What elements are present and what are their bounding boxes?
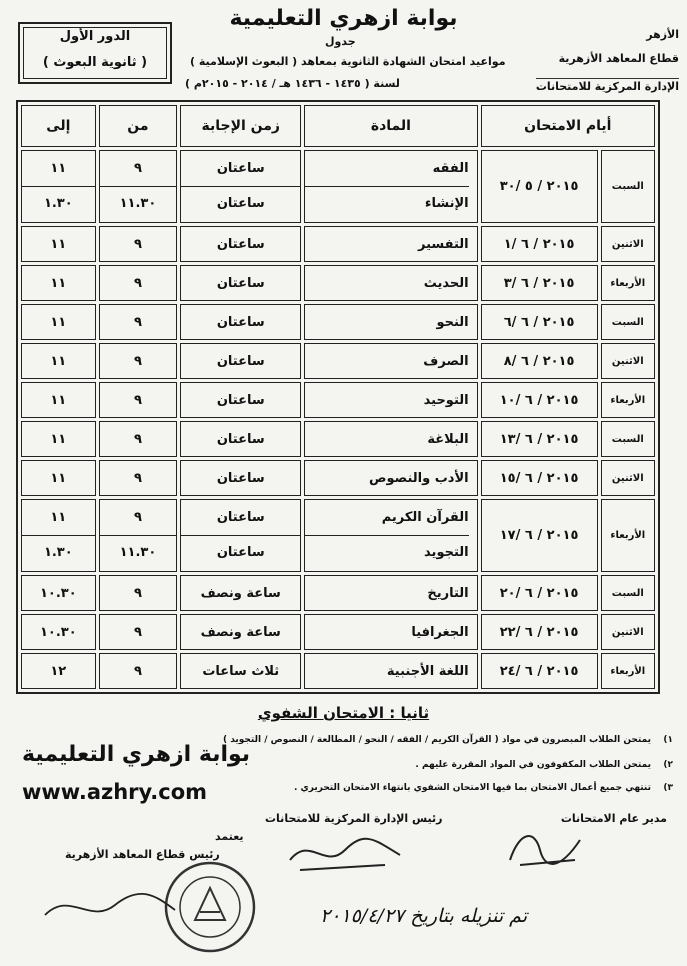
exam-duration-value: ساعتان: [216, 196, 265, 211]
schedule-row: [21, 343, 655, 379]
table-word: جدول: [325, 35, 356, 48]
round-label: الدور الأول: [59, 29, 131, 44]
org-line-azhar: الأزهر: [646, 28, 679, 41]
exam-date-value: ٢٠١٥ / ٦ /١٥: [499, 470, 579, 486]
schedule-row: [21, 460, 655, 496]
schedule-row: [21, 382, 655, 418]
header-exam-days: أيام الامتحان: [481, 105, 655, 147]
exam-subject-value: البلاغة: [427, 431, 469, 447]
exam-date-value: ٢٠١٥ / ٦ /٨: [503, 353, 575, 369]
exam-duration-value: ساعتان: [216, 353, 265, 369]
exam-from: [99, 304, 178, 340]
exam-from: [99, 499, 178, 572]
exam-from-value: ٩: [133, 314, 142, 330]
exam-subject-value: الإنشاء: [424, 196, 469, 211]
exam-from-value: ٩: [133, 431, 142, 447]
exam-from: [99, 265, 178, 301]
exam-subject: [304, 304, 477, 340]
exam-duration-value: ساعتان: [216, 236, 265, 252]
exam-day: [601, 460, 655, 496]
exam-duration-value: ساعتان: [216, 314, 265, 330]
exam-to-value: ١١: [50, 431, 67, 447]
exam-duration: [180, 382, 301, 418]
exam-duration: [180, 653, 301, 689]
exam-from: [99, 382, 178, 418]
exam-duration-value: ساعتان: [216, 545, 265, 560]
exam-from-value: ١١.٣٠: [119, 545, 157, 560]
handwritten-download-date: تم تنزيله بتاريخ ٢٠١٥/٤/٢٧: [320, 905, 528, 927]
exam-to-value: ١٢: [50, 663, 67, 679]
exam-day-value: الأربعاء: [610, 394, 646, 406]
exam-duration-value: ساعتان: [216, 275, 265, 291]
exam-from-value: ٩: [133, 353, 142, 369]
exam-from: [99, 460, 178, 496]
exam-subject-value: التاريخ: [427, 585, 469, 601]
exam-day-value: الأربعاء: [610, 665, 646, 677]
exam-day-value: الاثنين: [611, 626, 644, 638]
exam-to: [21, 304, 96, 340]
exam-from: [99, 343, 178, 379]
director-general-label: مدير عام الامتحانات: [560, 812, 667, 825]
exam-day: [601, 343, 655, 379]
exam-duration: [180, 421, 301, 457]
exam-to-value: ١١: [50, 275, 67, 291]
exam-from: [99, 614, 178, 650]
exam-day: [601, 226, 655, 262]
oral-note-number: ٣): [663, 783, 673, 793]
watermark-url: www.azhry.com: [22, 780, 208, 804]
exam-from: [99, 150, 178, 223]
exam-duration: [180, 343, 301, 379]
schedule-row: [21, 150, 655, 223]
exam-date-value: ٢٠١٥ / ٥ /٣٠: [499, 179, 579, 194]
schedule-row: [21, 575, 655, 611]
exam-to-value: ١١: [50, 392, 67, 408]
exam-to: [21, 575, 96, 611]
exam-to: [21, 653, 96, 689]
exam-date: [481, 575, 598, 611]
exam-from-value: ٩: [133, 624, 142, 640]
exam-to-value: ١١: [22, 152, 95, 187]
exam-to-value: ١.٣٠: [43, 196, 73, 211]
exam-subject: [304, 421, 477, 457]
exam-date: [481, 421, 598, 457]
exam-subject: [304, 343, 477, 379]
site-title: بوابة ازهري التعليمية: [229, 6, 458, 31]
exam-subject-value: الصرف: [423, 353, 469, 369]
oral-note-text: يمتحن الطلاب المكفوفون في المواد المقررة عليهم .: [415, 760, 651, 770]
exam-from-value: ١١.٣٠: [119, 196, 157, 211]
exam-from-value: ٩: [100, 501, 177, 536]
exam-from-value: ٩: [133, 663, 142, 679]
exam-duration: [180, 460, 301, 496]
exam-duration: [180, 499, 301, 572]
oral-note-text: تنتهي جميع أعمال الامتحان بما فيها الامتحان الشفوي بانتهاء الامتحان التحريري .: [293, 783, 651, 793]
exam-day-value: الأربعاء: [610, 530, 646, 541]
exam-subject-value: التوحيد: [423, 392, 469, 408]
exam-subject: [304, 382, 477, 418]
exam-date: [481, 226, 598, 262]
exam-date-value: ٢٠١٥ / ٦ /٢٤: [499, 663, 579, 679]
schedule-row: [21, 226, 655, 262]
exam-day-value: الاثنين: [611, 355, 644, 367]
exam-to: [21, 343, 96, 379]
exam-date-value: ٢٠١٥ / ٦ /٣: [503, 275, 575, 291]
exam-to-value: ١١: [50, 314, 67, 330]
sector-head-label: رئيس قطاع المعاهد الأزهرية: [65, 848, 220, 861]
schedule-row: [21, 421, 655, 457]
exam-duration-value: ساعتان: [216, 431, 265, 447]
oral-note-number: ٢): [663, 760, 673, 770]
exam-date: [481, 614, 598, 650]
exam-day-value: الاثنين: [611, 238, 644, 250]
exam-schedule-table: [16, 100, 660, 694]
schedule-row: [21, 304, 655, 340]
director-signature: [500, 820, 590, 880]
exam-subject: [304, 499, 477, 572]
exam-duration-value: ساعة ونصف: [200, 585, 281, 601]
exam-subject: [304, 265, 477, 301]
exam-to: [21, 226, 96, 262]
exam-date: [481, 150, 598, 223]
exam-subject: [304, 460, 477, 496]
exam-day: [601, 421, 655, 457]
exam-duration-value: ساعة ونصف: [200, 624, 281, 640]
exam-subject-value: الأدب والنصوص: [369, 470, 469, 486]
exam-duration-value: ساعتان: [216, 470, 265, 486]
exam-to: [21, 614, 96, 650]
exam-to-value: ١١: [50, 470, 67, 486]
sector-head-signature: [40, 880, 180, 930]
exam-from-value: ٩: [133, 275, 142, 291]
exam-subject-value: النحو: [436, 314, 469, 330]
oral-note-number: ١): [663, 735, 673, 745]
exam-date-value: ٢٠١٥ / ٦ /٢٠: [499, 585, 579, 601]
exam-day: [601, 653, 655, 689]
schedule-row: [21, 614, 655, 650]
org-line-sector: قطاع المعاهد الأزهرية: [558, 52, 679, 65]
exam-to-value: ١١: [22, 501, 95, 536]
exam-day: [601, 265, 655, 301]
exam-duration: [180, 575, 301, 611]
exam-to-value: ١٠.٣٠: [39, 624, 77, 640]
exam-date-value: ٢٠١٥ / ٦ /٢٢: [499, 624, 579, 640]
exam-subject-value: الفقه: [305, 152, 468, 187]
oral-exam-title: ثانيا : الامتحان الشفوي: [257, 704, 430, 722]
schedule-row: [21, 653, 655, 689]
exam-subject: [304, 150, 477, 223]
org-line-central-admin: الإدارة المركزية للامتحانات: [535, 80, 679, 93]
exam-date: [481, 499, 598, 572]
exam-day: [601, 304, 655, 340]
exam-to: [21, 265, 96, 301]
schedule-subtitle: مواعيد امتحان الشهادة الثانوية بمعاهد ( البعوث الإسلامية ): [190, 55, 506, 68]
header-duration: زمن الإجابة: [180, 105, 301, 147]
exam-date: [481, 653, 598, 689]
header-to: إلى: [21, 105, 96, 147]
exam-date: [481, 460, 598, 496]
exam-duration-value: ثلاث ساعات: [202, 663, 280, 679]
exam-duration-value: ساعتان: [181, 501, 300, 536]
exam-subject-value: التفسير: [417, 236, 469, 252]
round-type: ( ثانوية البعوث ): [42, 55, 148, 70]
exam-date: [481, 382, 598, 418]
exam-from-value: ٩: [133, 470, 142, 486]
exam-subject: [304, 614, 477, 650]
central-head-signature: [285, 830, 405, 880]
exam-day-value: السبت: [611, 181, 644, 192]
exam-to: [21, 150, 96, 223]
oral-note-1: [223, 735, 673, 745]
exam-subject-value: الحديث: [423, 275, 469, 291]
exam-date: [481, 304, 598, 340]
exam-to: [21, 460, 96, 496]
exam-from-value: ٩: [133, 236, 142, 252]
exam-day-value: الاثنين: [611, 472, 644, 484]
exam-duration: [180, 304, 301, 340]
exam-from-value: ٩: [100, 152, 177, 187]
header-from: من: [99, 105, 178, 147]
exam-from: [99, 421, 178, 457]
watermark-title: بوابة ازهري التعليمية: [22, 742, 251, 767]
central-admin-head-label: رئيس الإدارة المركزية للامتحانات: [265, 812, 443, 825]
exam-from-value: ٩: [133, 392, 142, 408]
exam-duration-value: ساعتان: [181, 152, 300, 187]
exam-day: [601, 499, 655, 572]
exam-date-value: ٢٠١٥ / ٦ /١٧: [499, 528, 579, 543]
round-box: [18, 22, 172, 84]
exam-day: [601, 382, 655, 418]
exam-date-value: ٢٠١٥ / ٦ /١٣: [499, 431, 579, 447]
exam-subject-value: التجويد: [424, 545, 469, 560]
exam-day: [601, 614, 655, 650]
exam-to: [21, 421, 96, 457]
exam-duration: [180, 226, 301, 262]
schedule-body: [21, 150, 655, 689]
academic-year: لسنة ( ١٤٣٥ - ١٤٣٦ هـ / ٢٠١٤ - ٢٠١٥م ): [185, 77, 400, 90]
exam-subject-value: الجغرافيا: [411, 624, 469, 640]
exam-day-value: السبت: [611, 433, 644, 445]
exam-to: [21, 382, 96, 418]
exam-duration: [180, 614, 301, 650]
exam-date: [481, 265, 598, 301]
exam-to: [21, 499, 96, 572]
exam-to-value: ١١: [50, 353, 67, 369]
exam-subject-value: اللغة الأجنبية: [386, 663, 469, 679]
exam-date: [481, 343, 598, 379]
table-header-row: [21, 105, 655, 147]
exam-subject: [304, 226, 477, 262]
exam-day: [601, 575, 655, 611]
exam-to-value: ١.٣٠: [43, 545, 73, 560]
approved-label: يعتمد: [215, 830, 244, 843]
exam-date-value: ٢٠١٥ / ٦ /١٠: [499, 392, 579, 408]
oral-note-text: يمتحن الطلاب المبصرون في مواد ( القرآن الكريم / الفقه / النحو / المطالعة / النصوص / التجويد ): [222, 735, 651, 745]
header-subject: المادة: [304, 105, 477, 147]
exam-duration: [180, 150, 301, 223]
exam-day: [601, 150, 655, 223]
exam-from: [99, 653, 178, 689]
exam-to-value: ١٠.٣٠: [39, 585, 77, 601]
exam-from: [99, 575, 178, 611]
exam-day-value: السبت: [611, 587, 644, 599]
schedule-row: [21, 499, 655, 572]
schedule-row: [21, 265, 655, 301]
exam-from-value: ٩: [133, 585, 142, 601]
oral-note-2: [415, 760, 673, 770]
exam-subject: [304, 653, 477, 689]
exam-day-value: الأربعاء: [610, 277, 646, 289]
exam-duration-value: ساعتان: [216, 392, 265, 408]
exam-subject-value: القرآن الكريم: [305, 501, 468, 536]
exam-from: [99, 226, 178, 262]
exam-subject: [304, 575, 477, 611]
exam-date-value: ٢٠١٥ / ٦ /٦: [503, 314, 575, 330]
exam-date-value: ٢٠١٥ / ٦ /١: [503, 236, 575, 252]
exam-day-value: السبت: [611, 316, 644, 328]
exam-duration: [180, 265, 301, 301]
oral-note-3: [294, 783, 673, 793]
exam-to-value: ١١: [50, 236, 67, 252]
